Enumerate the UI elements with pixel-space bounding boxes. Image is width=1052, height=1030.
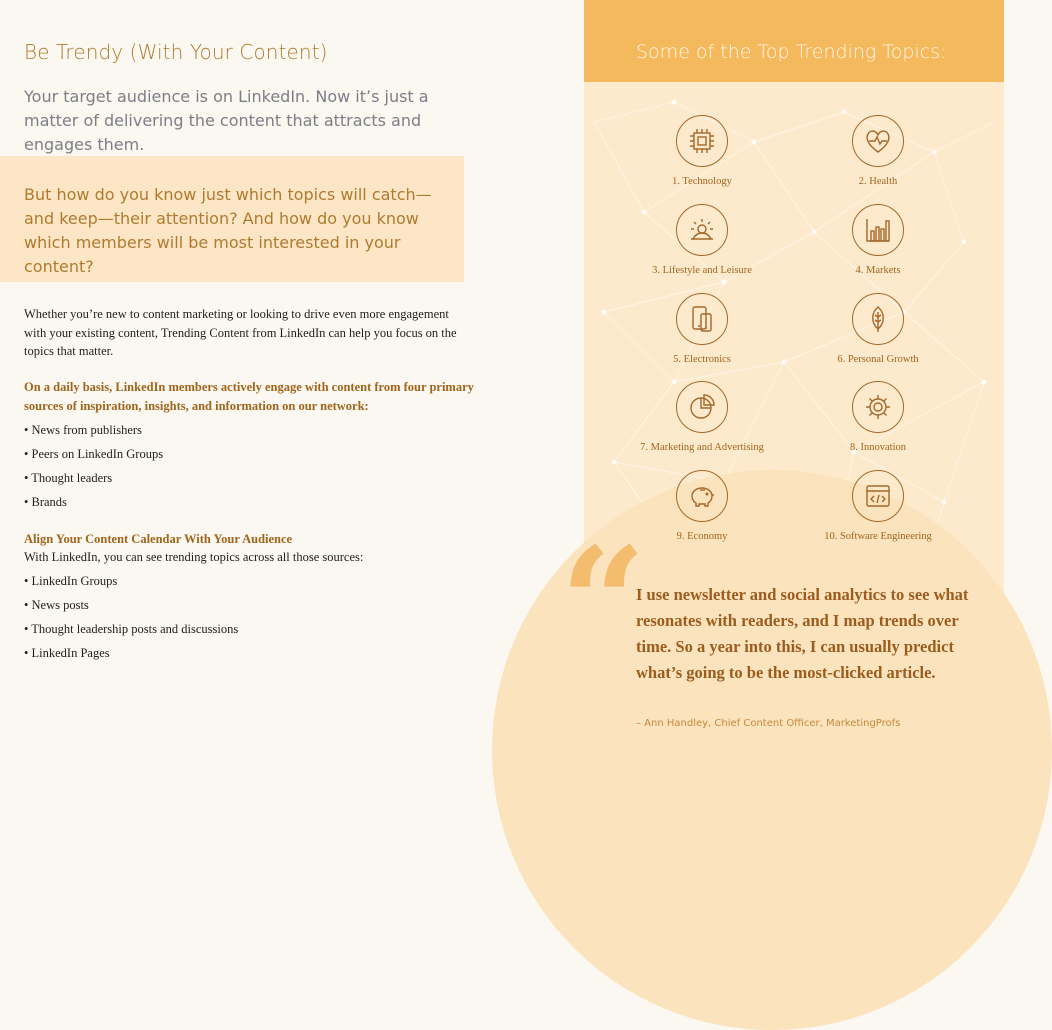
- topic-lifestyle-leisure: [612, 204, 792, 276]
- quote-mark: “: [560, 515, 647, 691]
- topic-label: 2. Health: [858, 176, 898, 187]
- calendar-subhead: Align Your Content Calendar With Your Audience: [24, 532, 293, 546]
- list-item: • Thought leadership posts and discussions: [24, 622, 239, 636]
- left-column: [0, 0, 584, 743]
- topic-label: 6. Personal Growth: [837, 354, 919, 365]
- topics-header: [584, 0, 1004, 82]
- sun-person-icon: [676, 204, 728, 256]
- section-title: Be Trendy (With Your Content): [24, 40, 328, 64]
- piggy-bank-icon: [676, 470, 728, 522]
- trending-sources-list: [24, 569, 238, 665]
- gear-icon: [852, 381, 904, 433]
- code-window-icon: [852, 470, 904, 522]
- topic-innovation: [788, 381, 968, 453]
- topic-markets: [788, 204, 968, 276]
- list-item: • Thought leaders: [24, 471, 113, 485]
- heart-pulse-icon: [852, 115, 904, 167]
- leaf-icon: [852, 293, 904, 345]
- body-paragraph: Whether you’re new to content marketing or looking to drive even more engagement with your existing content, Trending Content from LinkedIn can help you focus on the topics that matter.: [24, 307, 457, 358]
- topic-label: 8. Innovation: [850, 442, 906, 453]
- topic-health: [788, 115, 968, 187]
- topic-electronics: [612, 293, 792, 365]
- lead-paragraph: Your target audience is on LinkedIn. Now it’s just a matter of delivering the content that attracts and engages them.: [24, 87, 429, 154]
- sources-subhead: On a daily basis, LinkedIn members actively engage with content from four primary sources of inspiration, insights, and information on our network:: [24, 380, 474, 413]
- topic-label: 5. Electronics: [673, 354, 731, 365]
- right-panel: [560, 0, 1004, 743]
- list-item: • Brands: [24, 495, 67, 509]
- list-item: • LinkedIn Pages: [24, 646, 110, 660]
- topic-label: 4. Markets: [855, 265, 901, 276]
- pie-chart-icon: [676, 381, 728, 433]
- topic-label: 1. Technology: [672, 176, 732, 187]
- topic-marketing-advertising: [612, 381, 792, 453]
- testimonial-quote: I use newsletter and social analytics to see what resonates with readers, and I map trends over time. So a year into this, I can usually predict what’s going to be the most-clicked article.: [636, 585, 969, 682]
- topic-personal-growth: [788, 293, 968, 365]
- chip-icon: [676, 115, 728, 167]
- topic-label: 7. Marketing and Advertising: [640, 442, 764, 453]
- list-item: • News from publishers: [24, 423, 142, 437]
- devices-icon: [676, 293, 728, 345]
- list-item: • LinkedIn Groups: [24, 574, 118, 588]
- quote-attribution: – Ann Handley, Chief Content Officer, MarketingProfs: [636, 718, 901, 729]
- list-item: • Peers on LinkedIn Groups: [24, 447, 164, 461]
- topics-header-text: Some of the Top Trending Topics:: [636, 41, 947, 63]
- topic-technology: [612, 115, 792, 187]
- callout-text: But how do you know just which topics will catch—and keep—their attention? And how do you know which members will be most interested in your content?: [24, 185, 432, 276]
- list-item: • News posts: [24, 598, 89, 612]
- topic-label: 3. Lifestyle and Leisure: [652, 265, 752, 276]
- sources-list: [24, 418, 163, 514]
- topic-label: 9. Economy: [676, 531, 728, 542]
- trending-intro: With LinkedIn, you can see trending topics across all those sources:: [24, 550, 364, 564]
- callout-box: [0, 156, 464, 282]
- topic-software-engineering: [788, 470, 968, 542]
- topic-label: 10. Software Engineering: [824, 531, 932, 542]
- bar-chart-icon: [852, 204, 904, 256]
